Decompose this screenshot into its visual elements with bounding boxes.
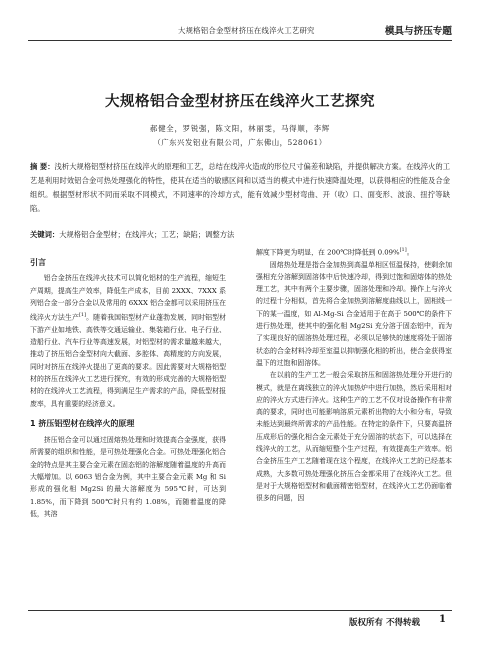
header-divider <box>28 40 452 41</box>
copyright-notice: 版权所有 不得转载 <box>349 618 420 628</box>
section-1-paragraph: 挤压铝合金可以通过固熔热处理和时效提高合金强度，获得所需要的组织和性能，是可热处理强化合金。可热处理强化铝合金的特点是其主要合金元素在固态铝的溶解度随着温度的升高而大幅增加。以 6063 铝合金为例，其中主要合金元素 Mg 和 Si 形成的强化相 Mg2Si 的最大溶解度为 595℃时，可达到 1.85%，而下降到 500℃时只有约 1.08%，而随着温度的降低，其溶 <box>30 436 226 518</box>
intro-paragraph <box>30 272 226 410</box>
affiliation: （广东兴发铝业有限公司，广东佛山，528061） <box>153 138 327 147</box>
intro-citation: [1] <box>78 312 87 319</box>
page-number: 1 <box>439 614 446 625</box>
section-label: 模具与挤压专题 <box>384 26 452 37</box>
intro-heading: 引言 <box>30 258 46 267</box>
abstract-text: 浅析大规格铝型材挤压在线淬火的原理和工艺，总结在线淬火造成的形位尺寸偏差和缺陷，并提供解决方案。在线淬火的工艺是利用时效铝合金可热处理强化的特性，使其在适当的敏感区间和以适当的模式中进行快速降温处理，以获得相应的性能及合金组织。根据型材形状不同而采取不同模式，不同速率的冷却方式，能有效减少型材弯曲、开（收）口、面变形、波浪、扭拧等缺陷。 <box>30 162 450 213</box>
intro-text: 铝合金挤压在线淬火技术可以简化铝材的生产流程，缩短生产周期，提高生产效率，降低生产成本，目前 2XXX、7XXX 系列铝合金一部分合金以及常用的 6XXX 铝合金都可以采用挤压在线淬火方法生产 <box>30 274 226 322</box>
abstract <box>30 160 450 216</box>
keywords-label: 关键词： <box>30 230 60 239</box>
continued-citation: [1] <box>399 247 407 253</box>
solution-treatment-paragraph: 固熔热处理是指合金加热到高温单相区恒温保持，使剩余加强相充分溶解到固溶体中后快速冷却，得到过饱和固熔体的热处理工艺，其中有两个主要步骤，固溶处理和冷却。操作上与淬火的过程十分相似，首先将合金加热到溶解度曲线以上，固相线一下的某一温度，如 Al-Mg-Si 合金适用于在高于 500℃的条件下进行热处理，使其中的强化相 Mg2Si 充分溶于固态铝中，而为了实现良好的固溶热处理过程，必须以足够快的速度将处于固溶状态的合金材料冷却至室温以抑制强化相的析出，使合金获得室温下的过饱和固溶体。 <box>256 260 452 367</box>
footer-divider <box>28 610 452 611</box>
keywords <box>30 228 450 242</box>
paper-title: 大规格铝合金型材挤压在线淬火工艺探究 <box>105 94 375 110</box>
section-1-heading: 1 挤压铝型材在线淬火的原理 <box>30 418 135 428</box>
intro-text-continued: 。随着我国铝型材产业蓬勃发展，同时铝型材下游产业如地铁、高铁等交通运输业、集装箱行业、电子行业、造船行业、汽车行业等高速发展，对铝型材的需求量越来越大，推动了挤压铝合金型材向大截面、多腔体、高精度的方向发展，同时对挤压在线淬火提出了更高的要求。因此需要对大规格铝型材的挤压在线淬火工艺进行探究，有效的形成完善的大规格铝型材的在线淬火工艺流程，得到满足生产需求的产品，降低型材报废率，具有重要的经济意义。 <box>30 313 227 408</box>
left-column <box>30 252 226 520</box>
abstract-label: 摘 要： <box>30 162 55 171</box>
online-quench-paragraph: 在以前的生产工艺一般会采取挤压和固溶热处理分开进行的模式，就是在离线独立的淬火加热炉中进行加热，然后采用相对应的淬火方式进行淬火。这种生产的工艺不仅对设备操作有非常高的要求，同时也可能影响溶质元素析出物的大小和分布，导致未能达到最终所需求的产品性能。在特定的条件下，只要高温挤压成形后的强化相合金元素处于充分固溶的状态下，可以选择在线淬火的工艺，从而缩短整个生产过程，有效提高生产效率。铝合金挤压生产工艺随着现在这个程度，在线淬火工艺的已经基本成熟，大多数可热处理强化挤压合金都采用了在线淬火工艺。但是对于大规格铝型材和截面精密铝型材，在线淬火工艺仍面临着很多的问题，因 <box>256 371 452 503</box>
running-title: 大规格铝合金型材挤压在线淬火工艺研究 <box>178 26 315 35</box>
continued-end: 。 <box>406 248 414 257</box>
keywords-text: 大规格铝合金型材；在线淬火；工艺；缺陷；调整方法 <box>59 230 235 239</box>
continued-paragraph <box>256 244 452 259</box>
running-header <box>28 22 452 40</box>
right-column <box>256 244 452 505</box>
continued-text: 解度下降更为明显，在 200℃时降低到 0.09% <box>256 248 400 257</box>
author-list: 郝健全，罗锐强，陈文阳，林丽雯，马得顺，李辉 <box>149 124 331 133</box>
